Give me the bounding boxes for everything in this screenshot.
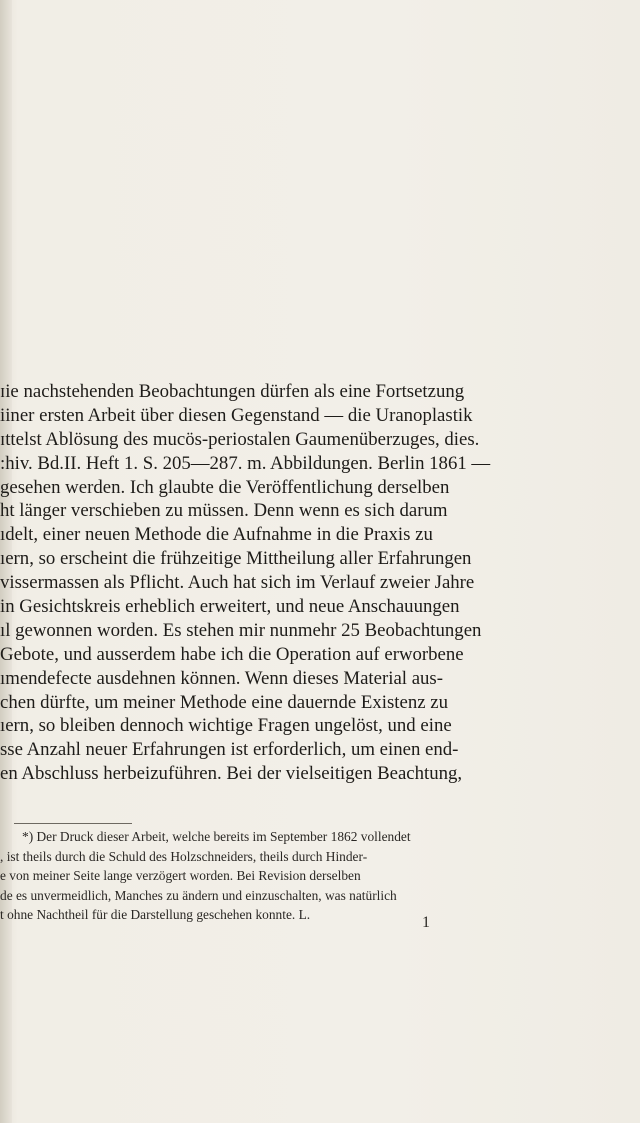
text-line: :hiv. Bd.II. Heft 1. S. 205—287. m. Abbildungen. Berlin 1861 — <box>0 452 491 474</box>
text-line: ıl gewonnen worden. Es stehen mir nunmehr 25 Beobachtungen <box>0 619 482 641</box>
body-text <box>0 380 612 786</box>
footnote-line: , ist theils durch die Schuld des Holzschneiders, theils durch Hinder- <box>0 848 368 864</box>
footnote-line: t ohne Nachtheil für die Darstellung geschehen konnte. L. <box>0 907 311 923</box>
footnote-divider <box>14 823 132 824</box>
text-line: en Abschluss herbeizuführen. Bei der vielseitigen Beachtung, <box>0 763 463 785</box>
footnote-line: de es unvermeidlich, Manches zu ändern und einzuschalten, was natürlich <box>0 887 397 903</box>
text-line: chen dürfte, um meiner Methode eine dauernde Existenz zu <box>0 691 448 713</box>
text-line: ıern, so erscheint die frühzeitige Mittheilung aller Erfahrungen <box>0 548 472 570</box>
text-line: iiner ersten Arbeit über diesen Gegenstand — die Uranoplastik <box>0 404 473 426</box>
footnote-line: *) Der Druck dieser Arbeit, welche bereits im September 1862 vollendet <box>22 829 411 844</box>
text-line: sse Anzahl neuer Erfahrungen ist erforderlich, um einen end- <box>0 739 459 761</box>
text-line: ıern, so bleiben dennoch wichtige Fragen ungelöst, und eine <box>0 715 452 737</box>
text-line: in Gesichtskreis erheblich erweitert, und neue Anschauungen <box>0 596 460 618</box>
footnote <box>0 827 612 925</box>
text-line: Gebote, und ausserdem habe ich die Operation auf erworbene <box>0 643 464 665</box>
text-line: ımendefecte ausdehnen können. Wenn dieses Material aus- <box>0 667 443 689</box>
footnote-line: e von meiner Seite lange verzögert worden. Bei Revision derselben <box>0 868 361 884</box>
text-line: gesehen werden. Ich glaubte die Veröffentlichung derselben <box>0 476 450 498</box>
text-line: ıdelt, einer neuen Methode die Aufnahme in die Praxis zu <box>0 524 433 546</box>
text-line: ɪttelst Ablösung des mucös-periostalen Gaumenüberzuges, dies. <box>0 428 480 450</box>
page-number: 1 <box>422 914 430 931</box>
text-line: vissermassen als Pflicht. Auch hat sich im Verlauf zweier Jahre <box>0 572 475 594</box>
text-line: ɪie nachstehenden Beobachtungen dürfen als eine Fortsetzung <box>0 381 465 402</box>
text-line: ht länger verschieben zu müssen. Denn wenn es sich darum <box>0 500 448 522</box>
